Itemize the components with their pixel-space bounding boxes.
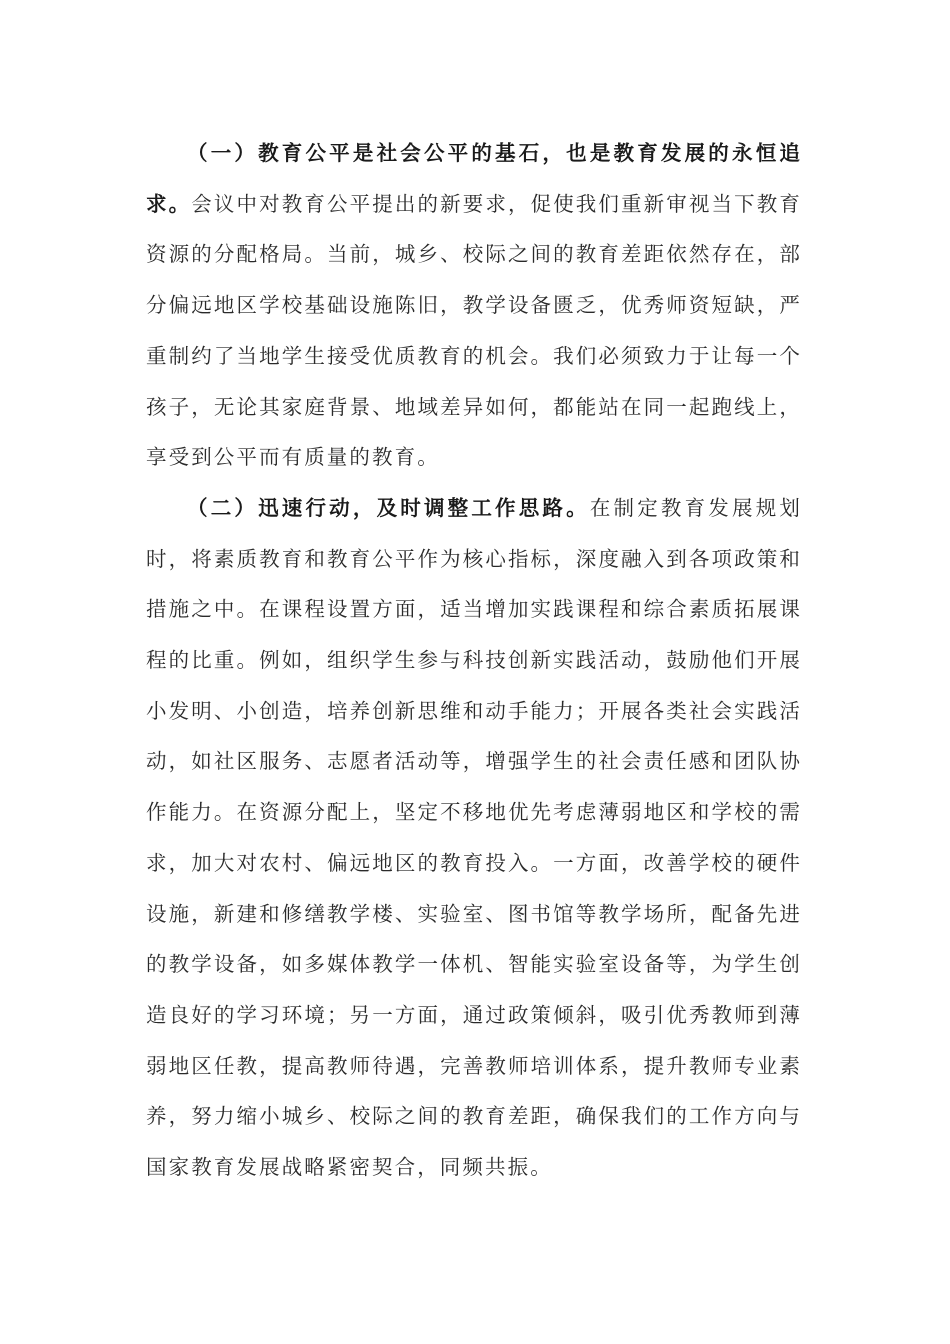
paragraph-2-body: 在制定教育发展规划时，将素质教育和教育公平作为核心指标，深度融入到各项政策和措施之中。在课程设置方面，适当增加实践课程和综合素质拓展课程的比重。例如，组织学生参与科技创新实践活动，鼓励他们开展小发明、小创造，培养创新思维和动手能力；开展各类社会实践活动，如社区服务、志愿者活动等，增强学生的社会责任感和团队协作能力。在资源分配上，坚定不移地优先考虑薄弱地区和学校的需求，加大对农村、偏远地区的教育投入。一方面，改善学校的硬件设施，新建和修缮教学楼、实验室、图书馆等教学场所，配备先进的教学设备，如多媒体教学一体机、智能实验室设备等，为学生创造良好的学习环境；另一方面，通过政策倾斜，吸引优秀教师到薄弱地区任教，提高教师待遇，完善教师培训体系，提升教师专业素养，努力缩小城乡、校际之间的教育差距，确保我们的工作方向与国家教育发展战略紧密契合，同频共振。 [146,495,802,1180]
document-body [146,128,802,1193]
paragraph-1-body: 会议中对教育公平提出的新要求，促使我们重新审视当下教育资源的分配格局。当前，城乡、校际之间的教育差距依然存在，部分偏远地区学校基础设施陈旧，教学设备匮乏，优秀师资短缺，严重制约了当地学生接受优质教育的机会。我们必须致力于让每一个孩子，无论其家庭背景、地域差异如何，都能站在同一起跑线上，享受到公平而有质量的教育。 [146,191,802,470]
paragraph-1 [146,128,802,483]
paragraph-1-heading: （一）教育公平是社会公平的基石，也是教育发展的永恒追求。 [146,141,802,216]
paragraph-2 [146,483,802,1193]
paragraph-2-heading: （二）迅速行动，及时调整工作思路。 [187,495,590,520]
